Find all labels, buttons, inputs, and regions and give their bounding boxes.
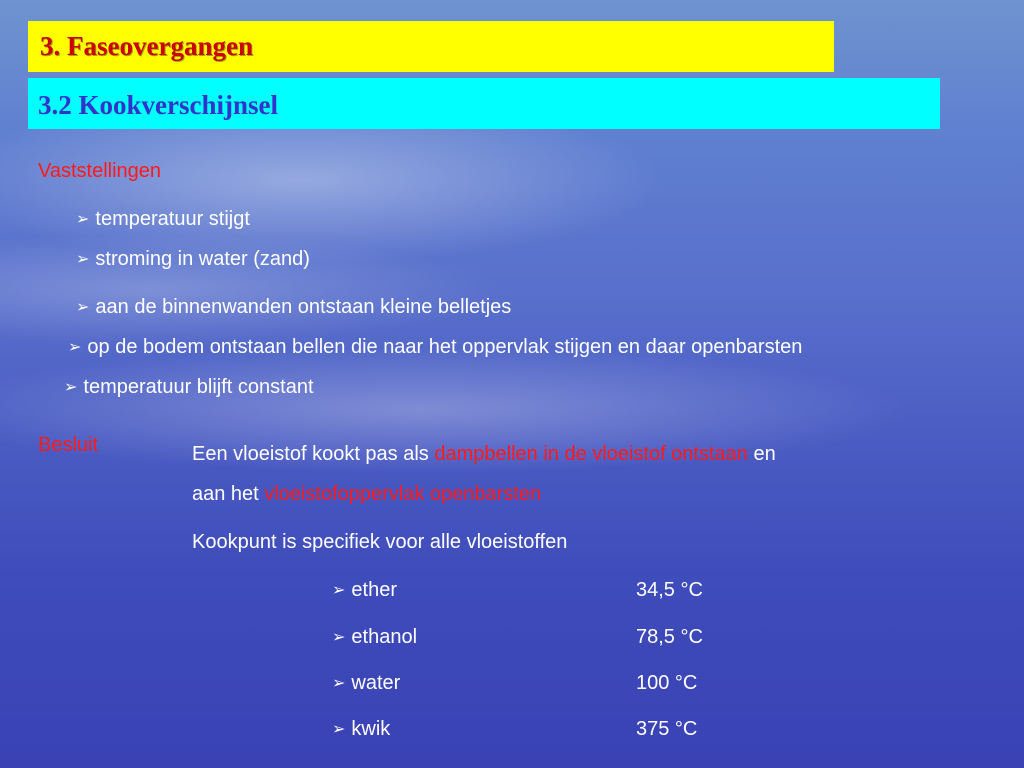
arrow-bullet-icon: ➢	[332, 629, 346, 646]
slide-subtitle: 3.2 Kookverschijnsel	[28, 78, 940, 129]
substance-name: ➢ water	[332, 672, 401, 694]
boiling-point-value: 34,5 °C	[636, 579, 703, 601]
substance-name: ➢ kwik	[332, 718, 391, 740]
substance-name: ➢ ethanol	[332, 626, 418, 648]
arrow-bullet-icon: ➢	[76, 299, 90, 316]
observation-item: ➢ temperatuur blijft constant	[64, 376, 314, 398]
boiling-point-value: 375 °C	[636, 718, 698, 740]
arrow-bullet-icon: ➢	[332, 675, 346, 692]
boiling-point-value: 100 °C	[636, 672, 698, 694]
conclusion-line-2: aan het vloeistofoppervlak openbarsten	[192, 483, 542, 505]
conclusion-heading: Besluit	[38, 434, 99, 456]
arrow-bullet-icon: ➢	[332, 582, 346, 599]
boiling-point-value: 78,5 °C	[636, 626, 703, 648]
conclusion-line-1: Een vloeistof kookt pas als dampbellen in de vloeistof ontstaan en	[192, 443, 776, 465]
slide-title: 3. Faseovergangen	[28, 21, 834, 72]
arrow-bullet-icon: ➢	[76, 251, 90, 268]
observation-item: ➢ aan de binnenwanden ontstaan kleine belletjes	[76, 296, 512, 318]
arrow-bullet-icon: ➢	[76, 211, 90, 228]
arrow-bullet-icon: ➢	[332, 721, 346, 738]
arrow-bullet-icon: ➢	[64, 379, 78, 396]
observation-item: ➢ op de bodem ontstaan bellen die naar het oppervlak stijgen en daar openbarsten	[68, 336, 803, 358]
observations-heading: Vaststellingen	[38, 160, 162, 182]
substance-name: ➢ ether	[332, 579, 397, 601]
observation-item: ➢ stroming in water (zand)	[76, 248, 310, 270]
conclusion-specific: Kookpunt is specifiek voor alle vloeistoffen	[192, 531, 568, 553]
arrow-bullet-icon: ➢	[68, 339, 82, 356]
observation-item: ➢ temperatuur stijgt	[76, 208, 250, 230]
